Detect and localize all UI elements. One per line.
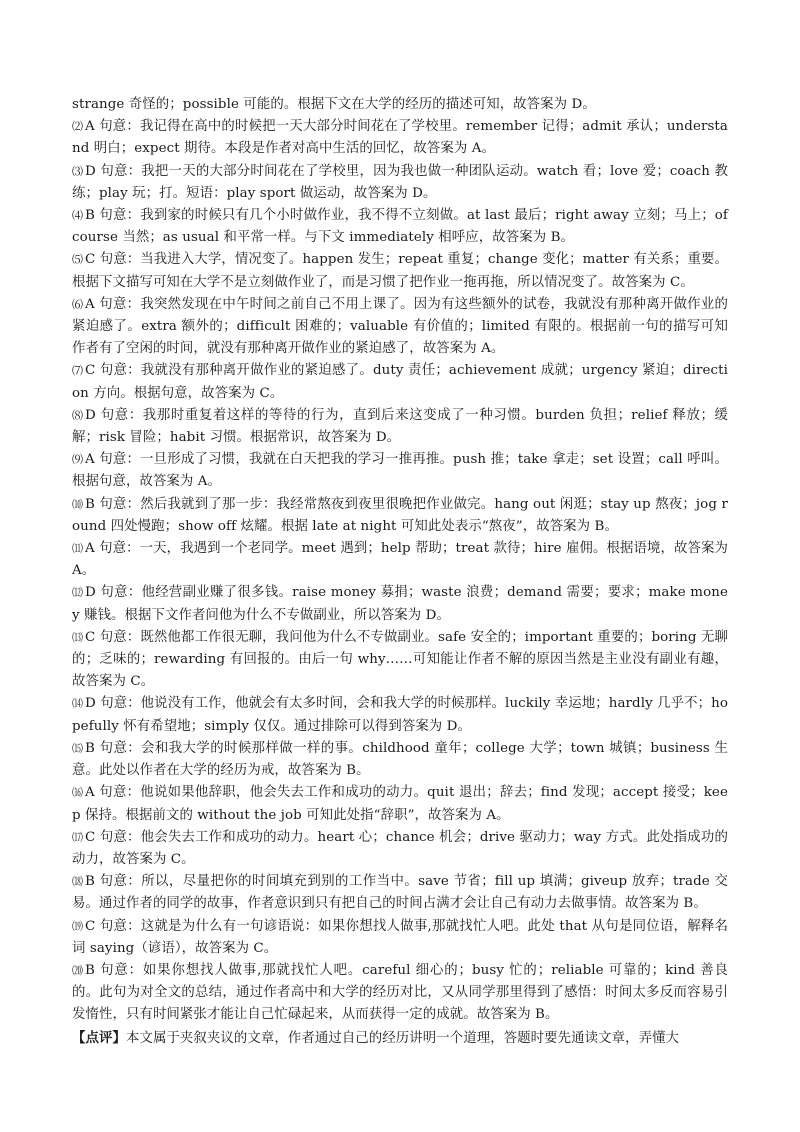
answer-paragraph: ⒂ B 句意：会和我大学的时候那样做一样的事。childhood 童年；college 大学；town 城镇；business 生意。此处以作者在大学的经历为戒，故答案为 B。	[72, 738, 728, 782]
question-number: ⑶	[72, 164, 82, 178]
answer-paragraph: ⑺ C 句意：我就没有那种离开做作业的紧迫感了。duty 责任；achievement 成就；urgency 紧迫；direction 方向。根据句意，故答案为 C。	[72, 360, 728, 404]
question-number: ⒆	[72, 919, 82, 933]
answer-paragraph: ⑻ D 句意：我那时重复着这样的等待的行为，直到后来这变成了一种习惯。burden 负担；relief 释放；缓解；risk 冒险；habit 习惯。根据常识，故答案为 D。	[72, 405, 728, 449]
answer-paragraph: ⒆ C 句意：这就是为什么有一句谚语说：如果你想找人做事,那就找忙人吧。此处 that 从句是同位语，解释名词 saying（谚语），故答案为 C。	[72, 916, 728, 960]
comment-paragraph: 【点评】本文属于夹叙夹议的文章，作者通过自己的经历讲明一个道理，答题时要先通读文章，弄懂大	[72, 1029, 680, 1046]
question-number: ⒀	[72, 630, 82, 644]
question-number: ⒄	[72, 830, 82, 844]
question-number: ⑿	[72, 586, 82, 600]
question-number: ⑷	[72, 209, 82, 223]
question-number: ⑵	[72, 120, 82, 134]
question-number: ⑽	[72, 497, 82, 511]
question-number: ⒇	[72, 963, 82, 977]
answer-paragraph: ⒇ B 句意：如果你想找人做事,那就找忙人吧。careful 细心的；busy 忙的；reliable 可靠的；kind 善良的。此句为对全文的总结，通过作者高中和大学的经历对比，又从同学那里得到了感悟：时间太多反而容易引发惰性，只有时间紧张才能让自己忙碌起来，从而获得一定的成就。故答案为 B。	[72, 960, 728, 1027]
answer-paragraph: ⑿ D 句意：他经营副业赚了很多钱。raise money 募捐；waste 浪费；demand 需要；要求；make money 赚钱。根据下文作者问他为什么不专做副业，所以答案为 D。	[72, 582, 728, 626]
question-number: ⑹	[72, 297, 82, 311]
comment-label: 【点评】	[72, 1029, 126, 1046]
answer-paragraph: ⑸ C 句意：当我进入大学，情况变了。happen 发生；repeat 重复；change 变化；matter 有关系；重要。根据下文描写可知在大学不是立刻做作业了，而是习惯了把作业一拖再拖，所以情况变了。故答案为 C。	[72, 249, 728, 293]
answer-paragraph: ⒅ B 句意：所以，尽量把你的时间填充到别的工作当中。save 节省；fill up 填满；giveup 放弃；trade 交易。通过作者的同学的故事，作者意识到只有把自己的时间占满才会让自己有动力去做事情。故答案为 B。	[72, 871, 728, 915]
answer-paragraph: ⑹ A 句意：我突然发现在中午时间之前自己不用上课了。因为有这些额外的试卷，我就没有那种离开做作业的紧迫感了。extra 额外的；difficult 困难的；valuable 有价值的；limited 有限的。根据前一句的描写可知作者有了空闲的时间，就没有那种离开做作业的紧迫感了，故答案为 A。	[72, 294, 728, 361]
question-number: ⒂	[72, 741, 82, 755]
answer-paragraph: ⑵ A 句意：我记得在高中的时候把一天大部分时间花在了学校里。remember 记得；admit 承认；understand 明白；expect 期待。本段是作者对高中生活的回忆，故答案为 A。	[72, 116, 728, 160]
question-number: ⑸	[72, 253, 82, 267]
question-number: ⒃	[72, 786, 82, 800]
question-number: ⒁	[72, 697, 82, 711]
answer-paragraph: ⒄ C 句意：他会失去工作和成功的动力。heart 心；chance 机会；drive 驱动力；way 方式。此处指成功的动力，故答案为 C。	[72, 827, 728, 871]
answer-paragraph: ⑽ B 句意：然后我就到了那一步：我经常熬夜到夜里很晚把作业做完。hang out 闲逛；stay up 熬夜；jog round 四处慢跑；show off 炫耀。根据 late at night 可知此处表示“熬夜”，故答案为 B。	[72, 494, 728, 538]
answer-paragraph: ⒀ C 句意：既然他都工作很无聊，我问他为什么不专做副业。safe 安全的；important 重要的；boring 无聊的；乏味的；rewarding 有回报的。由后一句 why……可知能让作者不解的原因当然是主业没有副业有趣，故答案为 C。	[72, 627, 728, 694]
answer-paragraph: ⑶ D 句意：我把一天的大部分时间花在了学校里，因为我也做一种团队运动。watch 看；love 爱；coach 教练；play 玩；打。短语：play sport 做运动，故答案为 D。	[72, 161, 728, 205]
answer-paragraph: strange 奇怪的；possible 可能的。根据下文在大学的经历的描述可知，故答案为 D。	[72, 97, 596, 112]
question-number: ⑺	[72, 364, 82, 378]
answer-paragraph: ⑷ B 句意：我到家的时候只有几个小时做作业，我不得不立刻做。at last 最后；right away 立刻；马上；of course 当然；as usual 和平常一样。与下文 immediately 相呼应，故答案为 B。	[72, 205, 728, 249]
answer-paragraph: ⒃ A 句意：他说如果他辞职，他会失去工作和成功的动力。quit 退出；辞去；find 发现；accept 接受；keep 保持。根据前文的 without the job 可知此处指“辞职”，故答案为 A。	[72, 782, 728, 826]
question-number: ⑼	[72, 453, 82, 467]
answer-paragraph: ⑾ A 句意：一天，我遇到一个老同学。meet 遇到；help 帮助；treat 款待；hire 雇佣。根据语境，故答案为 A。	[72, 538, 728, 582]
question-number: ⑾	[72, 542, 82, 556]
question-number: ⒅	[72, 875, 82, 889]
answer-paragraph: ⑼ A 句意：一旦形成了习惯，我就在白天把我的学习一推再推。push 推；take 拿走；set 设置；call 呼叫。根据句意，故答案为 A。	[72, 449, 728, 493]
answer-paragraph: ⒁ D 句意：他说没有工作，他就会有太多时间，会和我大学的时候那样。luckily 幸运地；hardly 几乎不；hopefully 怀有希望地；simply 仅仅。通过排除可以得到答案为 D。	[72, 693, 728, 737]
question-number: ⑻	[72, 408, 82, 422]
